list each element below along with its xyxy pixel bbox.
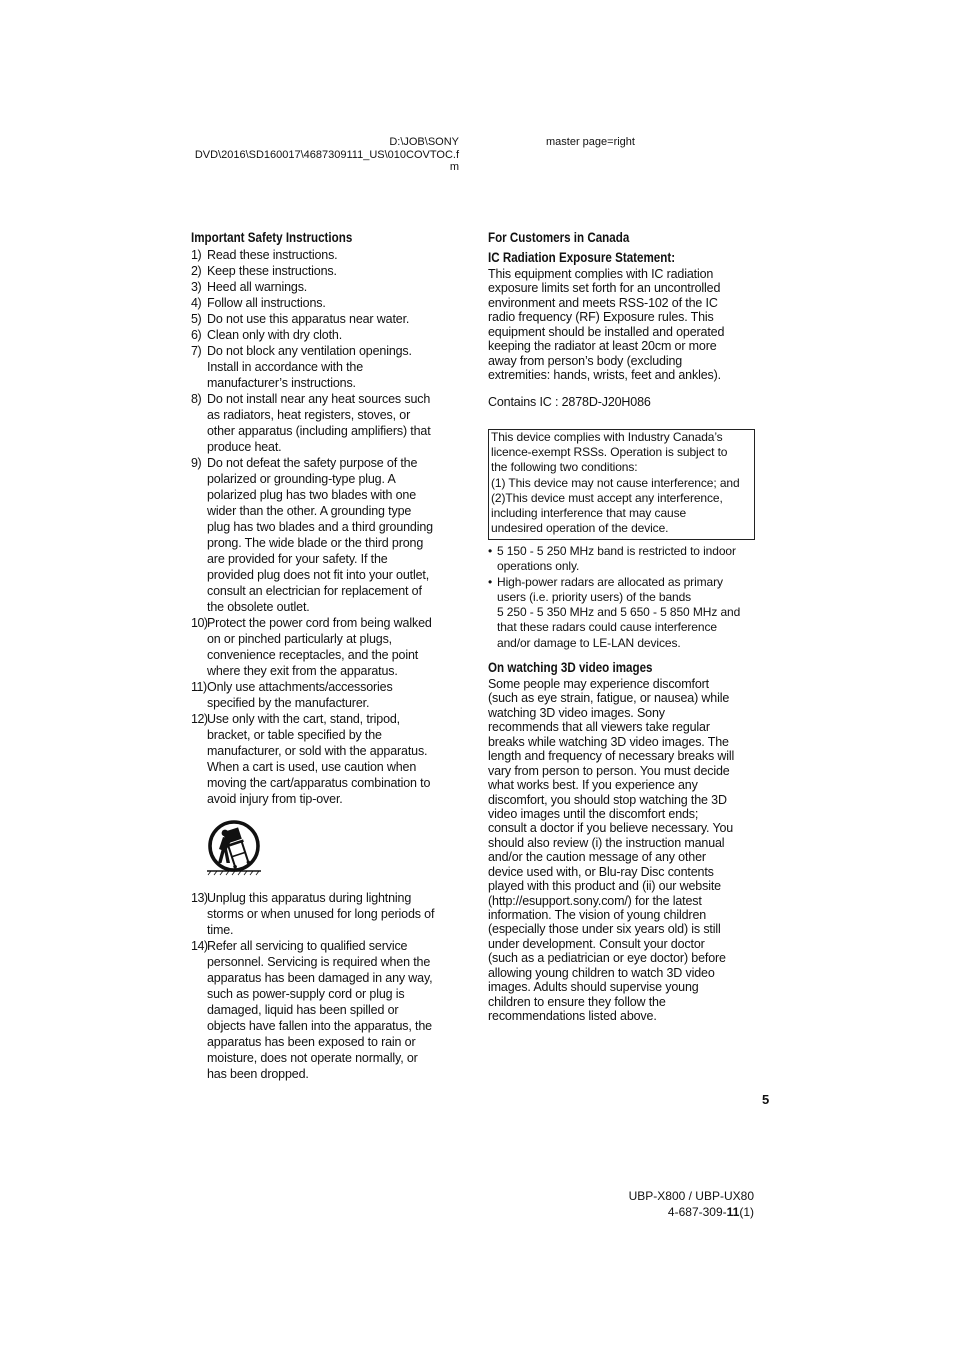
safety-list: [191, 247, 456, 807]
text-line: users (i.e. priority users) of the bands: [497, 589, 692, 604]
text-line: where they exit from the apparatus.: [207, 664, 398, 678]
safety-item: [191, 263, 456, 279]
text-line: that these radars could cause interference: [497, 620, 717, 635]
text-line: bracket, or table specified by the: [207, 728, 382, 742]
safety-title: Important Safety Instructions: [191, 230, 353, 245]
text-line: polarized or grounding-type plug. A: [207, 472, 396, 486]
text-line: Heed all warnings.: [207, 280, 308, 294]
text-line: Unplug this apparatus during lightning: [207, 891, 412, 905]
text-line: Follow all instructions.: [207, 296, 326, 310]
text-line: licence-exempt RSSs. Operation is subject to: [491, 445, 728, 460]
text-line: (such as eye strain, fatigue, or nausea) while: [488, 691, 730, 706]
text-line: specified by the manufacturer.: [207, 696, 370, 710]
text-line: When a cart is used, use caution when: [207, 760, 417, 774]
text-line: Do not install near any heat sources such: [207, 392, 431, 406]
item-text: [207, 311, 456, 327]
safety-item: [191, 327, 456, 343]
text-line: played with this product and (ii) our website: [488, 879, 721, 894]
item-number: 10): [191, 616, 208, 630]
text-line: the obsolete outlet.: [207, 600, 310, 614]
safety-item: [191, 711, 456, 807]
text-line: (1) This device may not cause interference; and: [491, 475, 740, 490]
safety-item: [191, 295, 456, 311]
code-suffix: (1): [739, 1205, 754, 1219]
text-line: damaged, liquid has been spilled or: [207, 1003, 399, 1017]
text-line: equipment should be installed and operated: [488, 324, 725, 339]
item-number: 11): [191, 680, 207, 694]
text-line: produce heat.: [207, 440, 282, 454]
ic-statement-title: IC Radiation Exposure Statement:: [488, 250, 676, 265]
text-line: has been dropped.: [207, 1067, 309, 1081]
text-line: moisture, does not operate normally, or: [207, 1051, 418, 1065]
text-line: avoid injury from tip-over.: [207, 792, 343, 806]
text-line: Clean only with dry cloth.: [207, 328, 343, 342]
safety-item: [191, 391, 456, 455]
safety-item: [191, 343, 456, 391]
text-line: • 5 150 - 5 250 MHz band is restricted to indoor: [497, 544, 736, 558]
text-line: objects have fallen into the apparatus, the: [207, 1019, 432, 1033]
text-line: device used with, or Blu-ray Disc contents: [488, 864, 714, 879]
text-line: video images until the discomfort ends;: [488, 806, 699, 821]
text-line: and/or the caution message of any other: [488, 850, 706, 865]
text-line: recommendations listed above.: [488, 1009, 657, 1024]
text-line: keeping the radiator at least 20cm or more: [488, 339, 717, 354]
footer: [629, 1188, 754, 1220]
item-text: [207, 295, 456, 311]
text-line: watching 3D video images. Sony: [488, 705, 665, 720]
text-line: consult a doctor if you believe necessary. You: [488, 821, 734, 836]
item-number: 7): [191, 344, 202, 358]
safety-item: [191, 615, 456, 679]
text-line: Only use attachments/accessories: [207, 680, 393, 694]
canada-title: For Customers in Canada: [488, 230, 630, 245]
text-line: allowing young children to watch 3D video: [488, 965, 715, 980]
item-number: 1): [191, 248, 202, 262]
text-line: (especially those under six years old) is still: [488, 922, 721, 937]
item-number: 13): [191, 891, 208, 905]
compliance-box: [488, 429, 755, 540]
text-line: convenience receptacles, and the point: [207, 648, 419, 662]
text-line: length and frequency of necessary breaks will: [488, 749, 735, 764]
text-line: breaks while watching 3D video images. The: [488, 734, 729, 749]
text-line: and/or damage to LE-LAN devices.: [497, 635, 681, 650]
text-line: other apparatus (including amplifiers) that: [207, 424, 431, 438]
3d-video-title: On watching 3D video images: [488, 660, 653, 675]
text-line: This equipment complies with IC radiation: [488, 267, 714, 281]
safety-item: [191, 938, 456, 1082]
text-line: discomfort, you should stop watching the 3D: [488, 792, 727, 807]
text-line: extremities: hands, wrists, feet and ankles).: [488, 368, 721, 383]
text-line: wider than the other. A grounding type: [207, 504, 412, 518]
text-line: Use only with the cart, stand, tripod,: [207, 712, 401, 726]
text-line: on or pinched particularly at plugs,: [207, 632, 392, 646]
text-line: children to ensure they follow the: [488, 994, 666, 1009]
code-bold: 11: [726, 1205, 740, 1219]
text-line: under development. Consult your doctor: [488, 936, 705, 951]
text-line: 5 250 - 5 350 MHz and 5 650 - 5 850 MHz and: [497, 605, 741, 620]
text-line: Do not block any ventilation openings.: [207, 344, 412, 358]
page-number: 5: [762, 1092, 770, 1107]
item-text: [207, 343, 456, 391]
code-prefix: 4-687-309-: [667, 1205, 727, 1219]
text-line: prong. The wide blade or the third prong: [207, 536, 424, 550]
item-number: 12): [191, 712, 208, 726]
text-line: recommends that all viewers take regular: [488, 720, 710, 735]
cart-tip-over-icon: [205, 819, 263, 877]
text-line: consult an electrician for replacement of: [207, 584, 422, 598]
text-line: should also review (i) the instruction manual: [488, 835, 725, 850]
item-number: 9): [191, 456, 202, 470]
text-line: (2)This device must accept any interference,: [491, 490, 723, 505]
text-line: Do not defeat the safety purpose of the: [207, 456, 418, 470]
ic-statement-text: [488, 267, 724, 383]
safety-item: [191, 679, 456, 711]
text-line: plug has two blades and a third grounding: [207, 520, 433, 534]
text-line: polarized plug has two blades with one: [207, 488, 417, 502]
text-line: • High-power radars are allocated as primary: [497, 574, 723, 589]
safety-item: [191, 455, 456, 615]
item-number: 14): [191, 939, 208, 953]
text-line: Keep these instructions.: [207, 264, 337, 278]
text-line: images. Adults should supervise young: [488, 980, 699, 995]
safety-list-continued: [191, 890, 456, 1082]
text-line: personnel. Servicing is required when the: [207, 955, 431, 969]
text-line: (http://esupport.sony.com/) for the latest: [488, 893, 702, 908]
item-text: [207, 327, 456, 343]
text-line: This device complies with Industry Canada’s: [491, 430, 723, 444]
text-line: apparatus has been damaged in any way,: [207, 971, 433, 985]
safety-item: [191, 890, 456, 938]
item-number: 4): [191, 296, 202, 310]
file-path: [195, 136, 459, 174]
text-line: time.: [207, 923, 234, 937]
item-number: 8): [191, 392, 202, 406]
ic-number: Contains IC : 2878D-J20H086: [488, 395, 651, 409]
safety-item: [191, 279, 456, 295]
text-line: (such as a pediatrician or eye doctor) before: [488, 951, 726, 966]
item-text: [207, 938, 456, 1082]
item-text: [207, 263, 456, 279]
item-text: [207, 247, 456, 263]
text-line: information. The vision of young children: [488, 908, 707, 922]
item-text: [207, 391, 456, 455]
text-line: environment and meets RSS-102 of the IC: [488, 295, 718, 310]
text-line: Refer all servicing to qualified service: [207, 939, 408, 953]
model-number: UBP-X800 / UBP-UX80: [628, 1189, 754, 1203]
text-line: D:\JOB\SONY: [389, 136, 459, 148]
text-line: the following two conditions:: [491, 460, 638, 475]
bullet-item: [488, 544, 755, 575]
band-notes: [488, 544, 755, 651]
3d-video-text: [488, 677, 734, 1024]
text-line: Some people may experience discomfort: [488, 677, 709, 691]
text-line: are provided for your safety. If the: [207, 552, 388, 566]
bullet-item: [488, 575, 755, 651]
text-line: manufacturer, or sold with the apparatus.: [207, 744, 428, 758]
text-line: as radiators, heat registers, stoves, or: [207, 408, 411, 422]
text-line: storms or when unused for long periods of: [207, 907, 435, 921]
text-line: m: [449, 161, 459, 173]
item-number: 3): [191, 280, 202, 294]
text-line: what works best. If you experience any: [488, 778, 698, 793]
item-number: 2): [191, 264, 202, 278]
text-line: Protect the power cord from being walked: [207, 616, 432, 630]
item-number: 6): [191, 328, 202, 342]
item-text: [207, 455, 456, 615]
text-line: including interference that may cause: [491, 506, 687, 521]
safety-item: [191, 311, 456, 327]
item-text: [207, 711, 456, 807]
text-line: DVD\2016\SD160017\4687309111_US\010COVTOC.f: [194, 148, 459, 161]
text-line: vary from person to person. You must decide: [488, 763, 730, 778]
item-number: 5): [191, 312, 202, 326]
text-line: undesired operation of the device.: [491, 521, 669, 536]
item-text: [207, 279, 456, 295]
text-line: provided plug does not fit into your outlet,: [207, 568, 430, 582]
document-code: [629, 1204, 754, 1220]
text-line: Install in accordance with the: [207, 360, 364, 374]
master-page-label: master page=right: [546, 136, 635, 148]
item-text: [207, 679, 456, 711]
text-line: operations only.: [497, 559, 580, 574]
text-line: such as power-supply cord or plug is: [207, 987, 405, 1001]
item-text: [207, 615, 456, 679]
text-line: Do not use this apparatus near water.: [207, 312, 410, 326]
text-line: moving the cart/apparatus combination to: [207, 776, 431, 790]
text-line: exposure limits set forth for an uncontrolled: [488, 281, 721, 296]
safety-item: [191, 247, 456, 263]
text-line: away from person’s body (excluding: [488, 353, 683, 368]
text-line: radio frequency (RF) Exposure rules. This: [488, 310, 714, 325]
text-line: Read these instructions.: [207, 248, 338, 262]
text-line: manufacturer’s instructions.: [207, 376, 356, 390]
item-text: [207, 890, 456, 938]
text-line: apparatus has been exposed to rain or: [207, 1035, 416, 1049]
